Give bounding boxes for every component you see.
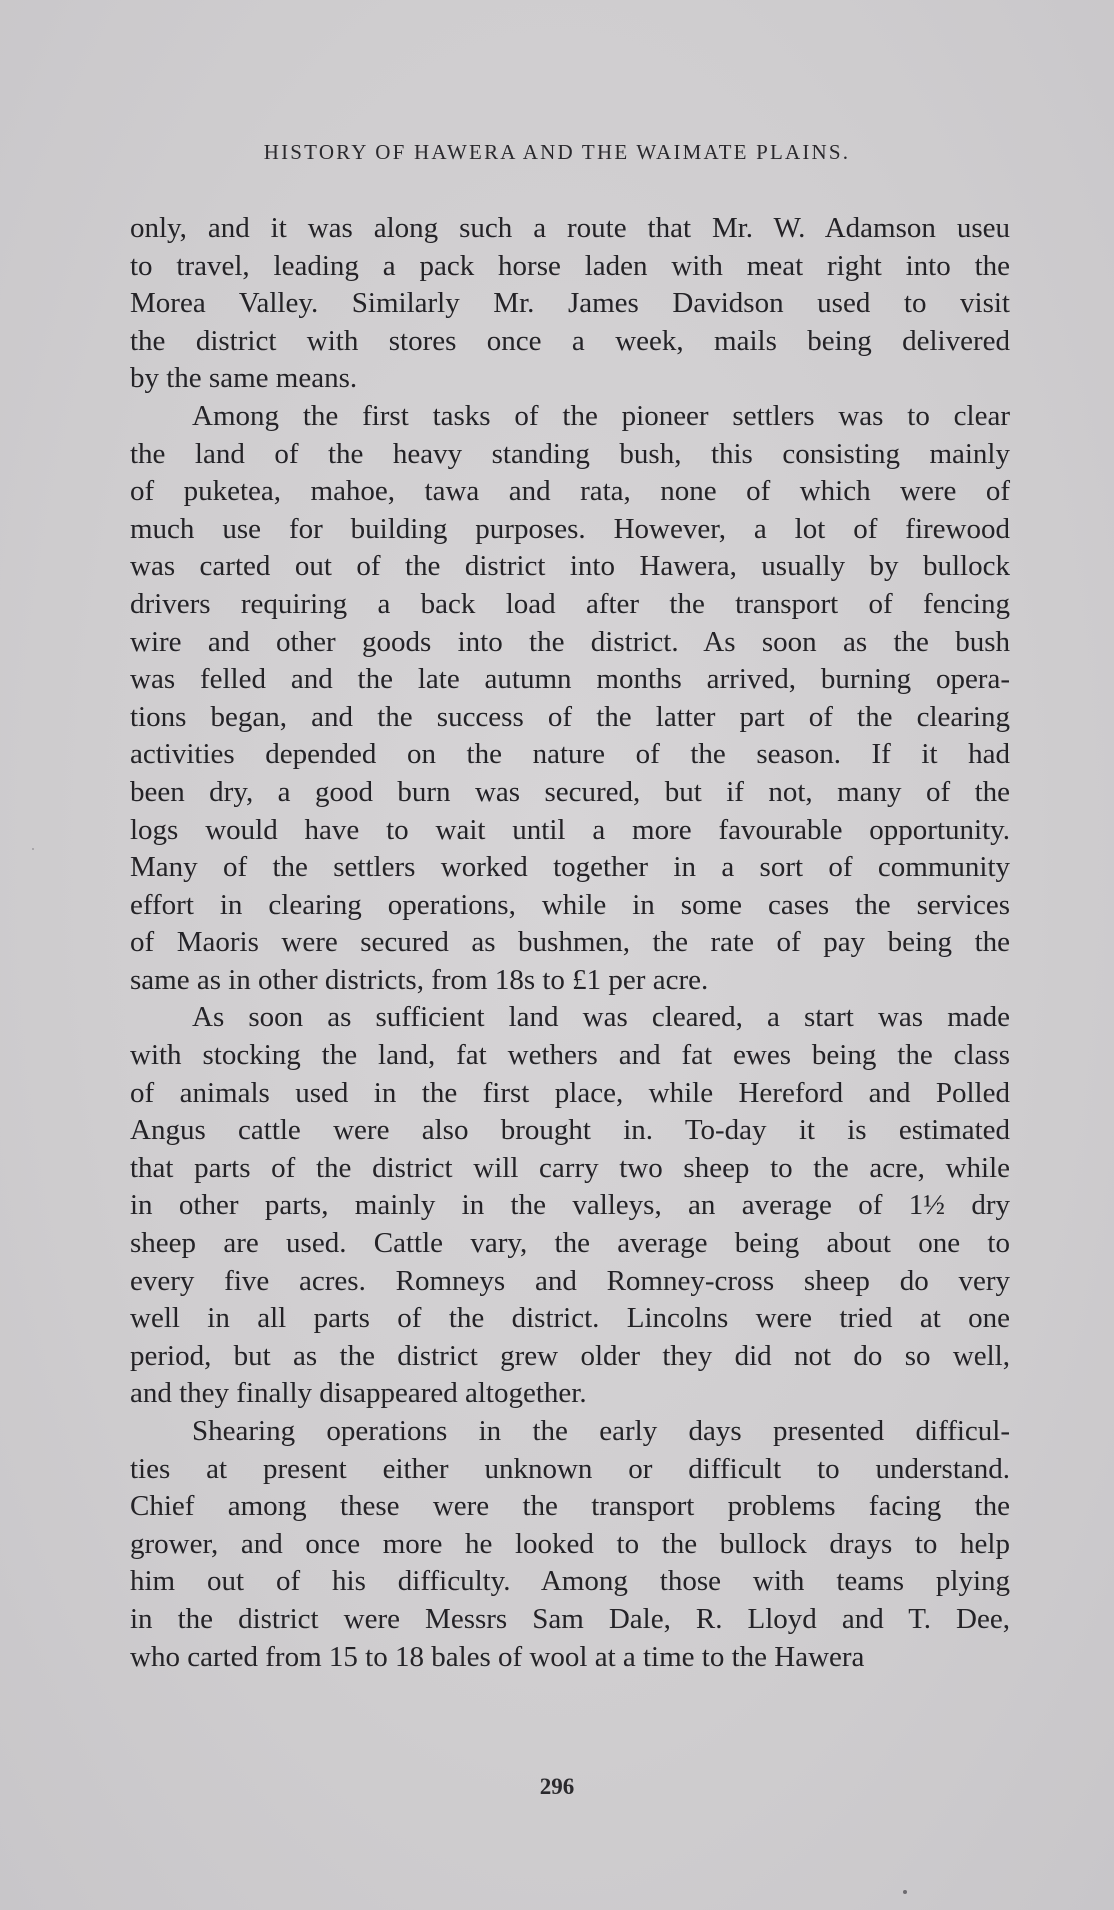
text-line: logs would have to wait until a more favourable opportunity. <box>130 813 1010 846</box>
text-line: grower, and once more he looked to the bullock drays to help <box>130 1527 1010 1560</box>
dust-speck <box>32 848 34 850</box>
text-line: activities depended on the nature of the season. If it had <box>130 738 1010 771</box>
text-line: of animals used in the first place, while Hereford and Polled <box>130 1076 1010 1109</box>
text-line: Morea Valley. Similarly Mr. James Davidson used to visit <box>130 287 1010 320</box>
paragraph <box>130 210 1010 398</box>
text-line: to travel, leading a pack horse laden with meat right into the <box>130 249 1010 282</box>
text-line: ties at present either unknown or difficult to understand. <box>130 1452 1010 1485</box>
page-number: 296 <box>539 1774 575 1799</box>
text-line: been dry, a good burn was secured, but if not, many of the <box>130 775 1010 808</box>
paragraph <box>130 1413 1010 1676</box>
paragraph <box>130 999 1010 1413</box>
text-line: drivers requiring a back load after the transport of fencing <box>130 587 1010 620</box>
text-line: the land of the heavy standing bush, this consisting mainly <box>130 437 1010 470</box>
dust-speck <box>903 1890 907 1894</box>
text-line: well in all parts of the district. Lincolns were tried at one <box>130 1302 1010 1335</box>
text-line: period, but as the district grew older they did not do so well, <box>130 1339 1010 1372</box>
text-line: was carted out of the district into Hawera, usually by bullock <box>130 550 1010 583</box>
body-text <box>130 210 1010 1676</box>
text-line: in the district were Messrs Sam Dale, R. Lloyd and T. Dee, <box>130 1602 1010 1635</box>
running-head: HISTORY OF HAWERA AND THE WAIMATE PLAINS. <box>263 140 851 164</box>
text-line: of puketea, mahoe, tawa and rata, none of which were of <box>130 475 1010 508</box>
text-line: with stocking the land, fat wethers and fat ewes being the class <box>130 1039 1010 1072</box>
text-line: and they finally disappeared altogether. <box>130 1377 587 1410</box>
text-line: Angus cattle were also brought in. To-day it is estimated <box>130 1114 1010 1147</box>
text-line: effort in clearing operations, while in some cases the services <box>130 888 1010 921</box>
text-line: that parts of the district will carry two sheep to the acre, while <box>130 1151 1010 1184</box>
text-line: Many of the settlers worked together in a sort of community <box>130 851 1010 884</box>
text-line: As soon as sufficient land was cleared, a start was made <box>192 1001 1010 1034</box>
text-line: of Maoris were secured as bushmen, the rate of pay being the <box>130 926 1010 959</box>
text-line: was felled and the late autumn months arrived, burning opera- <box>130 663 1010 696</box>
text-line: much use for building purposes. However, a lot of firewood <box>130 512 1010 545</box>
paragraph <box>130 398 1010 1000</box>
text-line: Chief among these were the transport problems facing the <box>130 1490 1010 1523</box>
text-line: same as in other districts, from 18s to £1 per acre. <box>130 963 709 996</box>
text-line: who carted from 15 to 18 bales of wool at a time to the Hawera <box>130 1640 865 1673</box>
text-line: only, and it was along such a route that Mr. W. Adamson useu <box>130 212 1010 244</box>
text-line: every five acres. Romneys and Romney-cross sheep do very <box>130 1264 1010 1297</box>
text-line: in other parts, mainly in the valleys, an average of 1½ dry <box>130 1189 1010 1222</box>
text-line: him out of his difficulty. Among those with teams plying <box>130 1565 1010 1598</box>
text-line: sheep are used. Cattle vary, the average being about one to <box>130 1227 1010 1260</box>
text-line: the district with stores once a week, mails being delivered <box>130 324 1010 357</box>
text-line: tions began, and the success of the latter part of the clearing <box>130 700 1010 733</box>
text-line: by the same means. <box>130 362 358 395</box>
text-line: Among the first tasks of the pioneer settlers was to clear <box>192 399 1010 432</box>
text-line: Shearing operations in the early days presented difficul- <box>192 1415 1010 1447</box>
text-line: wire and other goods into the district. As soon as the bush <box>130 625 1010 658</box>
